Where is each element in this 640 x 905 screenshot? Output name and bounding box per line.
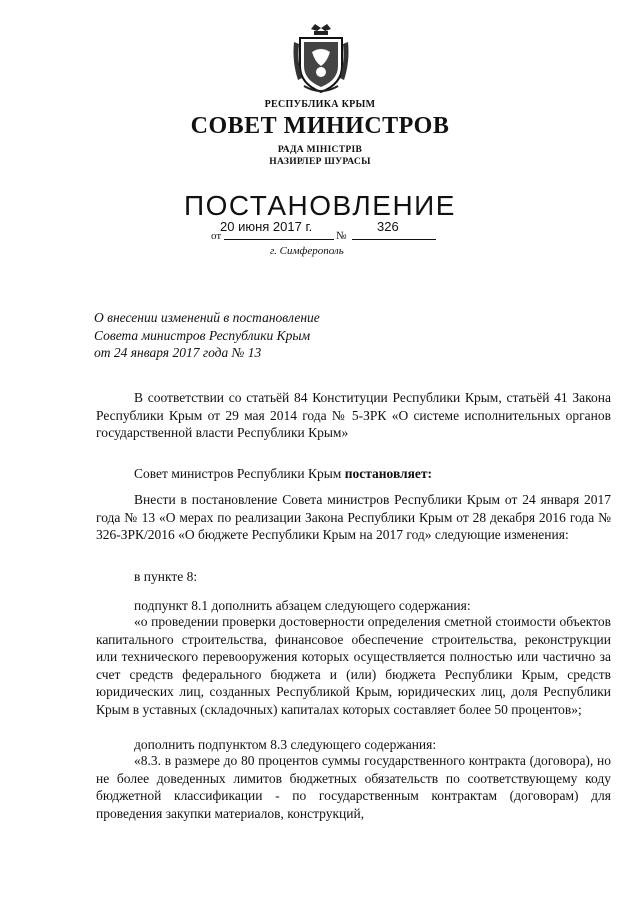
paragraph-text: В соответствии со статьёй 84 Конституции Республики Крым, статьёй 41 Закона Республики Крым от 29 мая 2014 года № 5-ЗРК «О системе исполнительных органов государственной власти Республики Крым» [96,390,611,441]
document-type: ПОСТАНОВЛЕНИЕ [184,190,456,221]
subject-line: О внесении изменений в постановление [94,310,320,325]
paragraph-text: дополнить подпунктом 8.3 следующего содержания: [134,737,437,752]
subject-line: от 24 января 2017 года № 13 [94,345,262,360]
amendment-paragraph [96,491,611,544]
paragraph-text: «о проведении проверки достоверности определения сметной стоимости объектов капитального строительства, финансовое обеспечение строительства, реконструкции или технического перевооружения которых осуществляется полностью или частично за счет средств федерального бюджета и (или) бюджета Республики Крым, средств юридических лиц, созданных Республикой Крым, юридических лиц, доля Республики Крым в уставных (складочных) капиталах которых составляет более 50 процентов»; [96,614,611,717]
date-prefix: от [211,230,222,242]
paragraph-text: Внести в постановление Совета министров Республики Крым от 24 января 2017 года № 13 «О мерах по реализации Закона Республики Крым от 28 декабря 2016 года № 326-ЗРК/2016 «О бюджете Республики Крым на 2017 год» следующие изменения: [96,492,611,543]
document-date: 20 июня 2017 г. [220,219,313,234]
coat-of-arms-icon [290,22,352,96]
paragraph-text: подпункт 8.1 дополнить абзацем следующего содержания: [134,598,471,613]
council-title-crimean-tatar: НАЗИРЛЕР ШУРАСЫ [269,157,371,167]
council-title: СОВЕТ МИНИСТРОВ [190,113,450,139]
paragraph-text: в пункте 8: [134,569,198,584]
quoted-text-paragraph [96,613,611,719]
date-underline [224,239,334,240]
republic-label: РЕСПУБЛИКА КРЫМ [264,99,376,110]
number-underline [352,239,436,240]
document-subject [94,309,394,362]
quoted-text-paragraph [96,752,611,822]
resolves-word: постановляет: [344,466,433,481]
document-number: 326 [377,219,399,234]
subclause-paragraph [96,597,611,615]
paragraph-text: «8.3. в размере до 80 процентов суммы государственного контракта (договора), но не более доведенных лимитов бюджетных обязательств по соответствующему коду бюджетной классификации - по государственным контрактам (договорам) для проведения закупки материалов, конструкций, [96,753,611,821]
council-title-ukrainian: РАДА МІНІСТРІВ [277,145,363,155]
number-prefix: № [336,230,347,242]
paragraph-text: Совет министров Республики Крым [134,466,345,481]
subclause-paragraph [96,736,611,754]
clause-paragraph [96,568,611,586]
subject-line: Совета министров Республики Крым [94,327,311,343]
document-city: г. Симферополь [270,245,344,257]
preamble-paragraph [96,389,611,442]
resolution-paragraph [96,465,611,483]
